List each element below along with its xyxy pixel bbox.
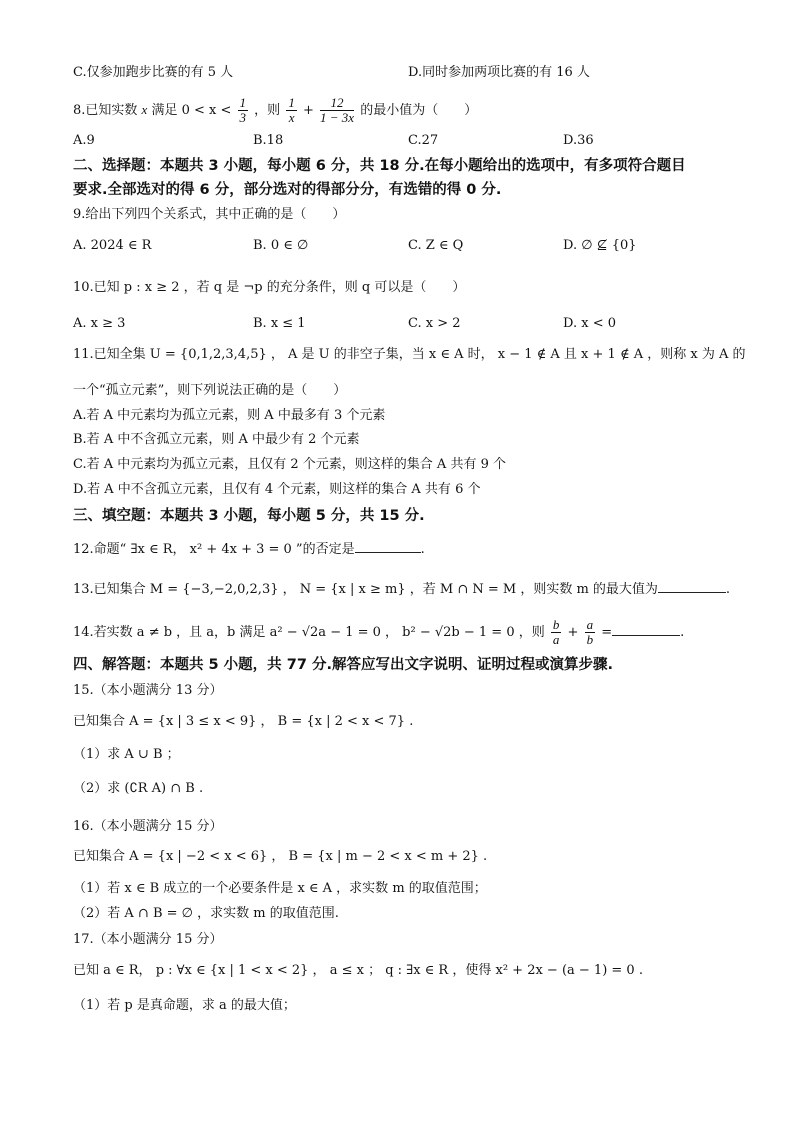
q9-option-c: C. Z ∈ Q	[408, 238, 464, 253]
section2-heading-line2: 要求.全部选对的得 6 分，部分选对的得部分分，有选错的得 0 分.	[73, 182, 502, 198]
q10-option-b: B. x ≤ 1	[253, 316, 306, 331]
q8-option-d: D.36	[563, 133, 594, 148]
section2-heading-line1: 二、选择题：本题共 3 小题，每小题 6 分，共 18 分.在每小题给出的选项中，有多项符合题目	[73, 158, 686, 174]
q14-fraction-1	[551, 618, 562, 647]
q11-option-a: A.若 A 中元素均为孤立元素，则 A 中最多有 3 个元素	[73, 408, 386, 423]
q8-plus: +	[302, 103, 314, 118]
q16-part2: （2）若 A ∩ B = ∅ ，求实数 m 的取值范围.	[73, 906, 339, 921]
q12-line	[73, 540, 425, 559]
q14-frac2-den: b	[586, 632, 594, 647]
q14-line	[73, 618, 684, 648]
q8-suffix: 的最小值为（ ）	[360, 103, 478, 118]
q13-text: 13.已知集合 M = {−3,−2,0,2,3} ， N = {x | x ≥ m} ，若 M ∩ N = M ，则实数 m 的最大值为	[73, 582, 658, 597]
q12-text: 12.命题“ ∃x ∈ R， x² + 4x + 3 = 0 ”的否定是	[73, 542, 355, 557]
q14-fraction-2	[585, 618, 596, 647]
q14-plus: +	[567, 625, 579, 640]
q11-option-b: B.若 A 中不含孤立元素，则 A 中最少有 2 个元素	[73, 432, 360, 447]
q15-part2: （2）求 (∁R A) ∩ B .	[73, 781, 204, 796]
q8-option-a: A.9	[73, 133, 95, 148]
q15-part1: （1）求 A ∪ B ；	[73, 747, 180, 762]
q13-answer-blank	[658, 580, 726, 593]
q10-stem: 10.已知 p : x ≥ 2 ，若 q 是 ¬p 的充分条件，则 q 可以是（ ）	[73, 280, 466, 295]
q13-end: .	[725, 582, 731, 597]
q8-stem	[73, 96, 477, 125]
q17-heading: 17.（本小题满分 15 分）	[73, 932, 223, 947]
q8-fraction-2	[286, 96, 297, 125]
q14-frac1-num: b	[552, 617, 560, 632]
q8-fraction-3	[320, 96, 354, 125]
q8-fraction-1	[238, 96, 249, 125]
q8-then: ，则	[254, 103, 281, 118]
q8-option-c: C.27	[408, 133, 439, 148]
section3-heading: 三、填空题：本题共 3 小题，每小题 5 分，共 15 分.	[73, 508, 425, 524]
q17-stem: 已知 a ∈ R， p : ∀x ∈ {x | 1 < x < 2} ， a ≤ x ； q : ∃x ∈ R ，使得 x² + 2x − (a − 1) = 0 .	[73, 963, 643, 978]
q13-line	[73, 580, 730, 599]
q8-frac3-den: 1 − 3x	[320, 110, 355, 125]
q8-frac3-num: 12	[320, 96, 354, 111]
section4-heading: 四、解答题：本题共 5 小题，共 77 分.解答应写出文字说明、证明过程或演算步骤.	[73, 657, 613, 673]
q8-prefix: 8.已知实数	[73, 103, 138, 118]
q8-frac2-num: 1	[288, 95, 295, 110]
q15-heading: 15.（本小题满分 13 分）	[73, 683, 223, 698]
q11-stem-line1: 11.已知全集 U = {0,1,2,3,4,5} ， A 是 U 的非空子集，当 x ∈ A 时， x − 1 ∉ A 且 x + 1 ∉ A ，则称 x 为 A 的	[73, 347, 746, 362]
q16-heading: 16.（本小题满分 15 分）	[73, 819, 223, 834]
q10-option-d: D. x < 0	[563, 316, 616, 331]
q11-stem-line2: 一个“孤立元素”，则下列说法正确的是（ ）	[73, 383, 347, 398]
q16-part1: （1）若 x ∈ B 成立的一个必要条件是 x ∈ A ，求实数 m 的取值范围；	[73, 881, 487, 896]
q9-option-b: B. 0 ∈ ∅	[253, 238, 309, 253]
q7-option-d: D.同时参加两项比赛的有 16 人	[408, 65, 590, 80]
q8-frac2-den: x	[288, 110, 295, 125]
q8-frac1-den: 3	[239, 110, 247, 125]
q8-condition: 满足 0 < x <	[151, 103, 232, 118]
q8-option-b: B.18	[253, 133, 284, 148]
q16-stem: 已知集合 A = {x | −2 < x < 6} ， B = {x | m − 2 < x < m + 2} .	[73, 849, 488, 864]
q9-stem: 9.给出下列四个关系式，其中正确的是（ ）	[73, 207, 346, 222]
q9-option-a: A. 2024 ∈ R	[73, 238, 152, 253]
q14-frac1-den: a	[552, 632, 560, 647]
q14-frac2-num: a	[586, 617, 594, 632]
q17-part1: （1）若 p 是真命题，求 a 的最大值；	[73, 998, 296, 1013]
q12-end: .	[420, 542, 425, 557]
q9-option-d: D. ∅ ⊈ {0}	[563, 238, 637, 253]
q10-option-a: A. x ≥ 3	[73, 316, 126, 331]
q14-equals: =	[601, 625, 613, 640]
q10-option-c: C. x > 2	[408, 316, 461, 331]
q14-text: 14.若实数 a ≠ b ，且 a，b 满足 a² − √2a − 1 = 0 ， b² − √2b − 1 = 0 ，则	[73, 625, 545, 640]
q11-option-c: C.若 A 中元素均为孤立元素，且仅有 2 个元素，则这样的集合 A 共有 9 个	[73, 457, 506, 472]
q7-option-c: C.仅参加跑步比赛的有 5 人	[73, 65, 234, 80]
q12-answer-blank	[355, 540, 421, 553]
q11-option-d: D.若 A 中不含孤立元素，且仅有 4 个元素，则这样的集合 A 共有 6 个	[73, 482, 481, 497]
q8-var: x	[141, 102, 148, 117]
q8-frac1-num: 1	[239, 95, 247, 110]
q15-stem: 已知集合 A = {x | 3 ≤ x < 9} ， B = {x | 2 < x < 7} .	[73, 714, 414, 729]
q14-end: .	[680, 625, 685, 640]
q14-answer-blank	[612, 623, 680, 636]
